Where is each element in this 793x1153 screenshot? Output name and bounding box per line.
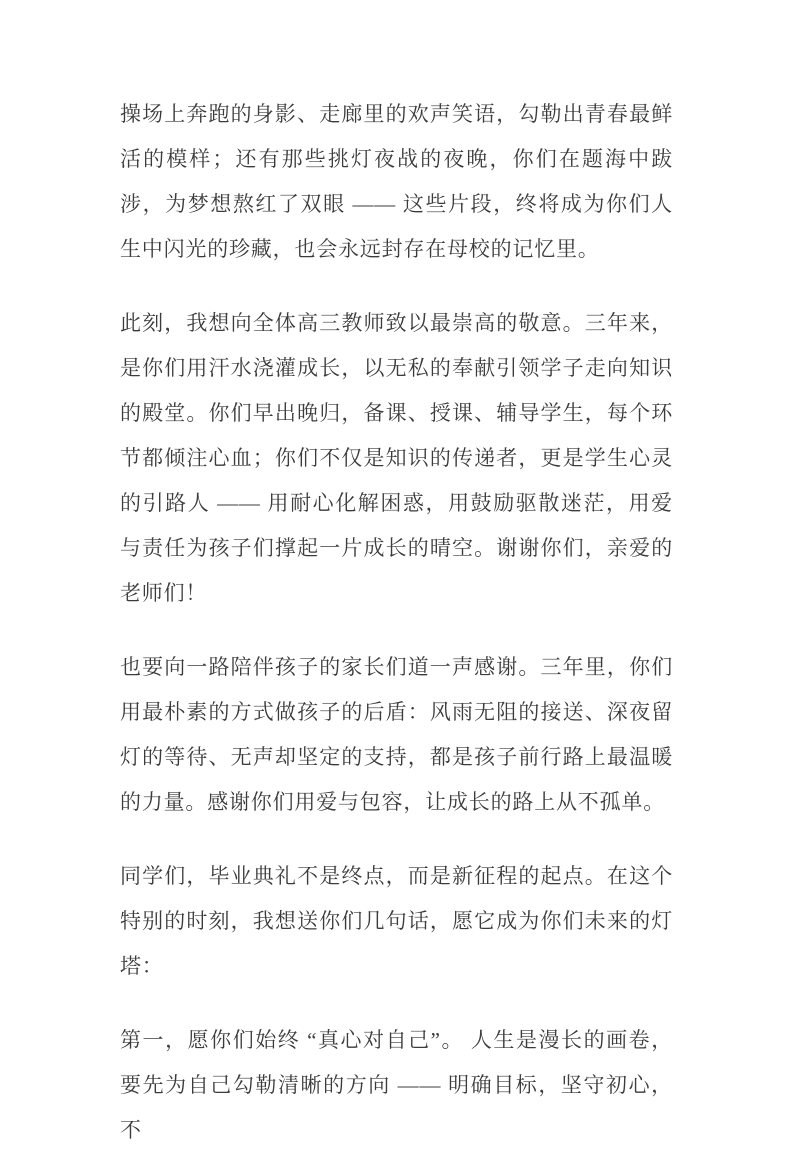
document-body xyxy=(120,92,673,1153)
paragraph-thanks-teachers: 此刻，我想向全体高三教师致以最崇高的敬意。三年来，是你们用汗水浇灌成长，以无私的奉献引领学子走向知识的殿堂。你们早出晚归，备课、授课、辅导学生，每个环节都倾注心血；你们不仅是知识的传递者，更是学生心灵的引路人 —— 用耐心化解困惑，用鼓励驱散迷茫，用爱与责任为孩子们撑起一片成长的晴空。谢谢你们，亲爱的老师们！ xyxy=(120,311,673,605)
paragraph-thanks-parents: 也要向一路陪伴孩子的家长们道一声感谢。三年里，你们用最朴素的方式做孩子的后盾：风雨无阻的接送、深夜留灯的等待、无声却坚定的支持，都是孩子前行路上最温暖的力量。感谢你们用爱与包容，让成长的路上从不孤单。 xyxy=(120,655,673,814)
paragraph-new-journey: 同学们，毕业典礼不是终点，而是新征程的起点。在这个特别的时刻，我想送你们几句话，愿它成为你们未来的灯塔： xyxy=(120,864,673,978)
paragraph-campus-memories: 操场上奔跑的身影、走廊里的欢声笑语，勾勒出青春最鲜活的模样；还有那些挑灯夜战的夜晚，你们在题海中跋涉，为梦想熬红了双眼 —— 这些片段，终将成为你们人生中闪光的珍藏，也会永远封存在母校的记忆里。 xyxy=(120,102,673,261)
paragraph-first-wish: 第一，愿你们始终 “真心对自己”。 人生是漫长的画卷，要先为自己勾勒清晰的方向 —— 明确目标，坚守初心，不 xyxy=(120,1028,673,1142)
